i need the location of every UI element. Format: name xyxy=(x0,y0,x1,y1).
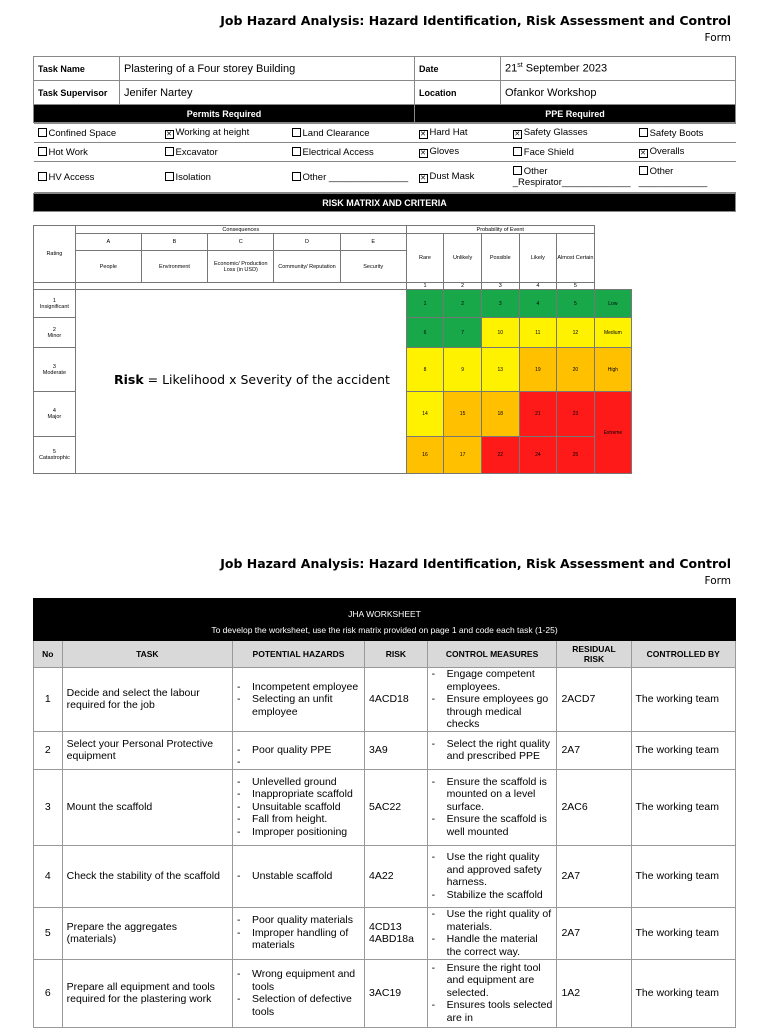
supervisor-label: Task Supervisor xyxy=(34,81,120,105)
controlled-by-cell: The working team xyxy=(631,959,736,1027)
matrix-cell: 18 xyxy=(481,392,519,437)
task-name-label: Task Name xyxy=(34,57,120,81)
matrix-cell: 6 xyxy=(406,318,444,348)
controlled-by-cell: The working team xyxy=(631,668,736,732)
probability-label: Rare xyxy=(406,234,444,283)
table-row xyxy=(34,907,736,959)
probability-label: Likely xyxy=(519,234,557,283)
hazards-cell xyxy=(233,731,365,769)
form-label-2: Form xyxy=(704,575,731,587)
column-header: RESIDUAL RISK xyxy=(557,641,631,668)
control-item: - Ensure employees go through medical checks xyxy=(432,693,553,731)
probability-label: Almost Certain xyxy=(557,234,595,283)
consequence-letter: D xyxy=(274,234,340,251)
consequence-label: People xyxy=(75,251,141,283)
control-item: - Handle the material the correct way. xyxy=(432,933,553,958)
location-label: Location xyxy=(415,81,501,105)
controls-cell xyxy=(427,959,557,1027)
control-item: - Ensures tools selected are in xyxy=(432,999,553,1024)
probability-number: 1 xyxy=(406,283,444,290)
checked-box-icon: ✕ xyxy=(640,150,646,157)
supervisor-value: Jenifer Nartey xyxy=(120,81,415,105)
controlled-by-cell: The working team xyxy=(631,731,736,769)
matrix-cell: 15 xyxy=(444,392,482,437)
ppe-item-label: Hard Hat xyxy=(429,127,468,138)
worksheet-subtitle: To develop the worksheet, use the risk matrix provided on page 1 and code each task (1-25) xyxy=(34,620,736,641)
permit-item xyxy=(34,162,161,193)
ppe-item xyxy=(509,162,635,193)
column-header: RISK xyxy=(365,641,428,668)
row-number: 4 xyxy=(34,845,63,907)
table-row xyxy=(34,769,736,845)
column-header: No xyxy=(34,641,63,668)
ppe-item xyxy=(415,124,509,143)
task-cell: Decide and select the labour required for the job xyxy=(62,668,232,732)
row-number: 6 xyxy=(34,959,63,1027)
probability-label: Possible xyxy=(481,234,519,283)
ppe-item-label: Safety Glasses xyxy=(523,127,588,138)
checkbox-icon xyxy=(38,172,47,181)
permit-item-label: Land Clearance xyxy=(302,127,370,139)
severity-number: 1 xyxy=(52,297,56,304)
permits-header: Permits Required xyxy=(34,105,415,123)
permit-item-label: Confined Space xyxy=(48,127,117,139)
date-label: Date xyxy=(415,57,501,81)
column-header: POTENTIAL HAZARDS xyxy=(233,641,365,668)
matrix-cell: 11 xyxy=(519,318,557,348)
matrix-cell: 4 xyxy=(519,290,557,318)
control-item: - Use the right quality of materials. xyxy=(432,908,553,933)
consequence-label: Community/ Reputation xyxy=(274,251,340,283)
controls-cell xyxy=(427,668,557,732)
hazards-cell xyxy=(233,845,365,907)
ppe-item-label: Other _____________ xyxy=(638,166,708,188)
hazard-item: - Poor quality PPE xyxy=(237,744,360,757)
table-row xyxy=(34,731,736,769)
location-value: Ofankor Workshop xyxy=(501,81,736,105)
permit-item xyxy=(288,162,415,193)
checked-box-icon: ✕ xyxy=(420,175,426,182)
permit-item-label: Working at height xyxy=(175,127,250,138)
task-cell: Select your Personal Protective equipment xyxy=(62,731,232,769)
ppe-item xyxy=(635,143,736,162)
severity-label: Major xyxy=(47,414,62,420)
checked-box-icon: ✕ xyxy=(420,150,426,157)
ppe-item-label: Face Shield xyxy=(523,146,574,158)
control-item: - Use the right quality and approved safety harness. xyxy=(432,851,553,889)
row-number: 2 xyxy=(34,731,63,769)
control-item: - Select the right quality and prescribed PPE xyxy=(432,738,553,763)
controls-cell xyxy=(427,769,557,845)
probability-title: Probability of Event xyxy=(406,226,594,234)
permit-item-label: Hot Work xyxy=(48,146,88,158)
ppe-header: PPE Required xyxy=(415,105,736,123)
hazard-item: - Fall from height. xyxy=(237,813,360,826)
hazard-item: - Unlevelled ground xyxy=(237,776,360,789)
checkbox-icon xyxy=(165,147,174,156)
probability-number: 4 xyxy=(519,283,557,290)
permit-item-label: Isolation xyxy=(175,171,211,183)
ppe-item xyxy=(509,124,635,143)
probability-number: 5 xyxy=(557,283,595,290)
ppe-item-label: Safety Boots xyxy=(649,127,704,139)
permit-item xyxy=(161,162,288,193)
severity-rating xyxy=(34,348,76,392)
task-header-table xyxy=(33,56,736,212)
probability-number: 3 xyxy=(481,283,519,290)
checkbox-icon xyxy=(292,147,301,156)
residual-cell: 2AC6 xyxy=(557,769,631,845)
checkbox-icon xyxy=(513,166,522,175)
matrix-cell: 3 xyxy=(481,290,519,318)
column-header: CONTROL MEASURES xyxy=(427,641,557,668)
checkbox-icon xyxy=(639,166,648,175)
hazard-item: - Improper handling of materials xyxy=(237,927,360,952)
matrix-cell: 23 xyxy=(557,392,595,437)
hazard-item: - Selecting an unfit employee xyxy=(237,693,360,718)
probability-number: 2 xyxy=(444,283,482,290)
residual-cell: 1A2 xyxy=(557,959,631,1027)
column-header: CONTROLLED BY xyxy=(631,641,736,668)
task-name-value: Plastering of a Four storey Building xyxy=(120,57,415,81)
severity-number: 3 xyxy=(52,363,56,370)
matrix-cell: 19 xyxy=(519,348,557,392)
spacer xyxy=(594,251,631,283)
hazards-cell xyxy=(233,907,365,959)
level-medium: Medium xyxy=(594,318,631,348)
severity-number: 5 xyxy=(52,449,56,455)
risk-cell: 3AC19 xyxy=(365,959,428,1027)
spacer xyxy=(594,234,631,251)
controlled-by-cell: The working team xyxy=(631,845,736,907)
spacer xyxy=(594,283,631,290)
severity-rating xyxy=(34,290,76,318)
hazard-item: - Wrong equipment and tools xyxy=(237,968,360,993)
matrix-cell: 5 xyxy=(557,290,595,318)
task-cell: Mount the scaffold xyxy=(62,769,232,845)
control-item: - Ensure the scaffold is well mounted xyxy=(432,813,553,838)
matrix-cell: 12 xyxy=(557,318,595,348)
hazard-item: - Inappropriate scaffold xyxy=(237,788,360,801)
risk-cell: 3A9 xyxy=(365,731,428,769)
ppe-item xyxy=(509,143,635,162)
ppe-item xyxy=(415,143,509,162)
task-cell: Prepare all equipment and tools required for the plastering work xyxy=(62,959,232,1027)
checkbox-icon xyxy=(292,172,301,181)
worksheet-title: JHA WORKSHEET xyxy=(34,599,736,620)
ppe-item-label: Gloves xyxy=(429,146,460,157)
checked-box-icon: ✕ xyxy=(514,131,521,138)
matrix-cell: 20 xyxy=(557,348,595,392)
page-title-2: Job Hazard Analysis: Hazard Identification, Risk Assessment and Control xyxy=(220,556,731,571)
permit-item-label: Electrical Access xyxy=(302,146,374,158)
permit-item xyxy=(34,143,161,162)
row-number: 1 xyxy=(34,668,63,732)
matrix-cell: 8 xyxy=(406,348,444,392)
severity-label: Catastrophic xyxy=(38,455,70,461)
severity-label: Minor xyxy=(47,332,62,339)
checkbox-icon xyxy=(639,128,648,137)
risk-cell: 5AC22 xyxy=(365,769,428,845)
checkbox-icon xyxy=(38,147,47,156)
ppe-grid xyxy=(415,123,736,193)
severity-label: Insignificant xyxy=(39,303,69,310)
matrix-cell: 7 xyxy=(444,318,482,348)
matrix-cell: 2 xyxy=(444,290,482,318)
ppe-item xyxy=(415,162,509,193)
consequence-label: Economic/ Production Loss (in USD) xyxy=(208,251,274,283)
consequence-letter: B xyxy=(141,234,207,251)
table-row xyxy=(34,668,736,732)
severity-number: 2 xyxy=(52,326,56,333)
form-label: Form xyxy=(704,32,731,44)
table-row xyxy=(34,845,736,907)
consequence-label: Environment xyxy=(141,251,207,283)
consequence-blank xyxy=(75,283,406,290)
checkbox-icon xyxy=(38,128,47,137)
control-item: - Ensure the scaffold is mounted on a level surface. xyxy=(432,776,553,814)
control-item: - Stabilize the scaffold xyxy=(432,889,553,902)
matrix-cell: 10 xyxy=(481,318,519,348)
row-number: 5 xyxy=(34,907,63,959)
risk-matrix xyxy=(33,225,632,474)
checkbox-icon xyxy=(165,172,174,181)
task-cell: Check the stability of the scaffold xyxy=(62,845,232,907)
hazards-cell xyxy=(233,959,365,1027)
control-item: - Ensure the right tool and equipment are selected. xyxy=(432,962,553,1000)
hazard-item: - Poor quality materials xyxy=(237,914,360,927)
consequence-letter: A xyxy=(75,234,141,251)
checkbox-icon xyxy=(513,147,522,156)
consequence-letter: E xyxy=(340,234,406,251)
risk-cell: 4A22 xyxy=(365,845,428,907)
controlled-by-cell: The working team xyxy=(631,769,736,845)
severity-rating xyxy=(34,437,76,474)
matrix-cell: 16 xyxy=(406,437,444,474)
permit-item-label: Excavator xyxy=(175,146,218,158)
permit-item xyxy=(288,143,415,162)
matrix-cell: 25 xyxy=(557,437,595,474)
checkbox-icon xyxy=(292,128,301,137)
hazard-item: - Unstable scaffold xyxy=(237,870,360,883)
ppe-item xyxy=(635,162,736,193)
checked-box-icon: ✕ xyxy=(420,131,426,138)
permit-item xyxy=(161,143,288,162)
matrix-cell: 9 xyxy=(444,348,482,392)
hazards-cell xyxy=(233,769,365,845)
permit-item xyxy=(288,124,415,143)
consequences-title: Consequences xyxy=(75,226,406,234)
consequence-letter: C xyxy=(208,234,274,251)
ppe-item xyxy=(635,124,736,143)
hazard-item: - Selection of defective tools xyxy=(237,993,360,1018)
matrix-cell: 17 xyxy=(444,437,482,474)
column-header: TASK xyxy=(62,641,232,668)
hazard-item: - Unsuitable scaffold xyxy=(237,801,360,814)
table-row xyxy=(34,959,736,1027)
jha-worksheet xyxy=(33,598,736,1028)
matrix-cell: 24 xyxy=(519,437,557,474)
matrix-cell: 21 xyxy=(519,392,557,437)
ppe-item-label: Overalls xyxy=(649,146,685,157)
control-item: - Engage competent employees. xyxy=(432,668,553,693)
residual-cell: 2A7 xyxy=(557,907,631,959)
hazard-item: - Improper positioning xyxy=(237,826,360,839)
matrix-cell: 14 xyxy=(406,392,444,437)
controlled-by-cell: The working team xyxy=(631,907,736,959)
level-high: High xyxy=(594,348,631,392)
risk-formula: Risk = Likelihood x Severity of the accident xyxy=(114,372,390,387)
controls-cell xyxy=(427,731,557,769)
level-low: Low xyxy=(594,290,631,318)
risk-matrix-header: RISK MATRIX AND CRITERIA xyxy=(34,194,736,212)
severity-number: 4 xyxy=(52,408,56,414)
severity-rating xyxy=(34,392,76,437)
date-value: 21st September 2023 xyxy=(501,57,736,81)
risk-cell: 4ACD18 xyxy=(365,668,428,732)
hazards-cell xyxy=(233,668,365,732)
checked-box-icon: ✕ xyxy=(166,131,172,138)
row-number: 3 xyxy=(34,769,63,845)
severity-label: Moderate xyxy=(42,369,67,376)
matrix-cell: 1 xyxy=(406,290,444,318)
probability-label: Unlikely xyxy=(444,234,482,283)
residual-cell: 2A7 xyxy=(557,731,631,769)
severity-rating xyxy=(34,318,76,348)
permit-item-label: Other _______________ xyxy=(302,171,409,183)
ppe-item-label: Dust Mask xyxy=(429,171,475,182)
permit-item xyxy=(34,124,161,143)
consequence-label: Security xyxy=(340,251,406,283)
level-extreme: Extreme xyxy=(594,392,631,474)
permit-item-label: HV Access xyxy=(48,171,95,183)
risk-cell: 4CD13 4ABD18a xyxy=(365,907,428,959)
controls-cell xyxy=(427,907,557,959)
residual-cell: 2ACD7 xyxy=(557,668,631,732)
hazard-item: - Incompetent employee xyxy=(237,681,360,694)
ppe-item-label: Other _Respirator_____________ xyxy=(512,166,631,188)
residual-cell: 2A7 xyxy=(557,845,631,907)
controls-cell xyxy=(427,845,557,907)
rating-label: Rating xyxy=(34,226,76,283)
spacer xyxy=(34,283,76,290)
task-cell: Prepare the aggregates (materials) xyxy=(62,907,232,959)
page-title: Job Hazard Analysis: Hazard Identification, Risk Assessment and Control xyxy=(220,13,731,28)
permit-item xyxy=(161,124,288,143)
matrix-cell: 22 xyxy=(481,437,519,474)
matrix-cell: 13 xyxy=(481,348,519,392)
permits-grid xyxy=(34,123,415,193)
